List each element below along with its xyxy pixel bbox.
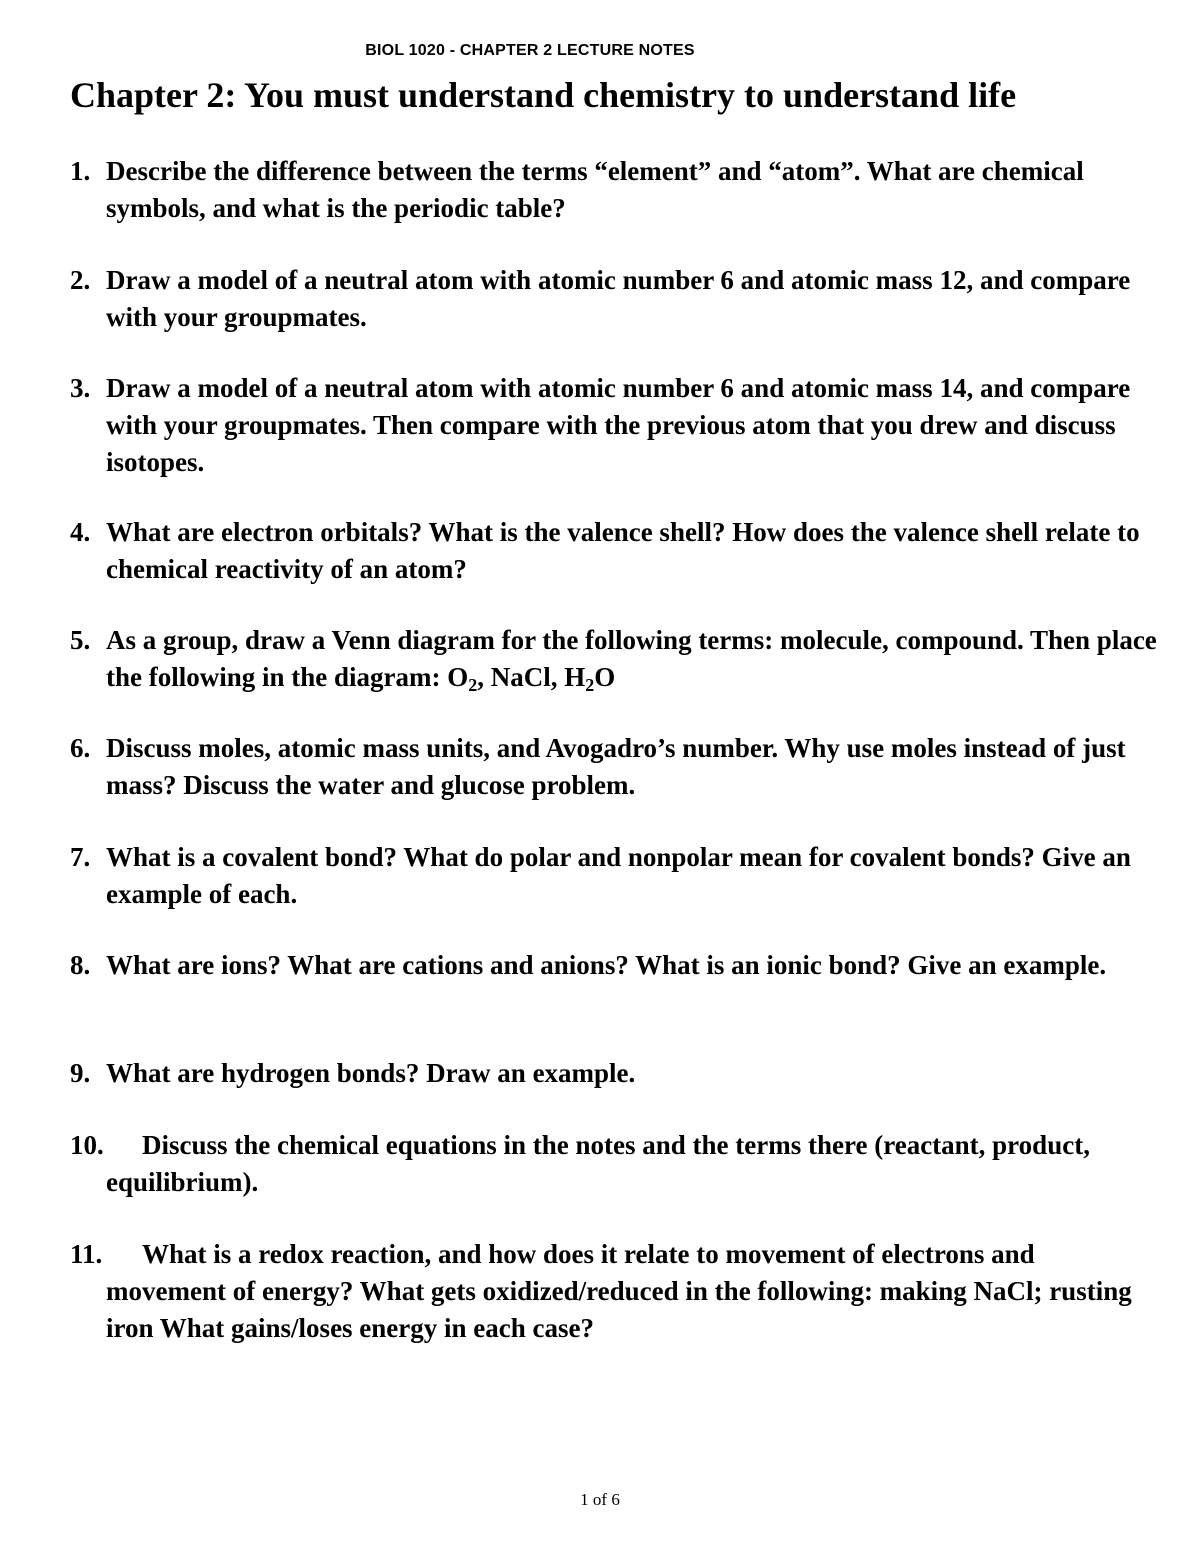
question-number: 3. bbox=[70, 373, 91, 403]
question-number: 5. bbox=[70, 625, 91, 655]
question-text: Discuss moles, atomic mass units, and Avogadro’s number. Why use moles instead of just mass? Discuss the water and glucose problem. bbox=[106, 733, 1126, 800]
question-2 bbox=[70, 262, 1160, 336]
question-number: 11. bbox=[70, 1239, 103, 1269]
question-text-part: O bbox=[594, 662, 616, 692]
question-number: 9. bbox=[70, 1058, 91, 1088]
question-text: What is a covalent bond? What do polar and nonpolar mean for covalent bonds? Give an example of each. bbox=[106, 842, 1131, 909]
question-number: 10. bbox=[70, 1130, 104, 1160]
question-text bbox=[70, 622, 1160, 696]
subscript: 2 bbox=[585, 675, 595, 695]
question-10 bbox=[70, 1127, 1160, 1201]
question-number: 1. bbox=[70, 156, 91, 186]
subscript: 2 bbox=[468, 675, 478, 695]
question-number: 6. bbox=[70, 733, 91, 763]
question-text-part: As a group, draw a Venn diagram for the following terms: molecule, compound. Then place the following in the diagram: O bbox=[106, 625, 1157, 692]
question-8 bbox=[70, 947, 1160, 984]
question-number: 2. bbox=[70, 265, 91, 295]
question-text-part: , NaCl, H bbox=[477, 662, 586, 692]
question-7 bbox=[70, 839, 1160, 913]
question-text: Describe the difference between the terms “element” and “atom”. What are chemical symbols, and what is the periodic table? bbox=[106, 156, 1084, 223]
question-5 bbox=[70, 622, 1160, 696]
page-number: 1 of 6 bbox=[580, 1490, 620, 1509]
question-1 bbox=[70, 153, 1160, 227]
question-text: What are hydrogen bonds? Draw an example. bbox=[106, 1058, 636, 1088]
running-header: BIOL 1020 - CHAPTER 2 LECTURE NOTES bbox=[365, 42, 695, 59]
question-text: What is a redox reaction, and how does it relate to movement of electrons and movement of energy? What gets oxidized/reduced in the following: making NaCl; rusting iron What gains/loses energy in each case? bbox=[106, 1239, 1132, 1343]
question-text: What are ions? What are cations and anions? What is an ionic bond? Give an example. bbox=[106, 950, 1107, 980]
question-number: 7. bbox=[70, 842, 91, 872]
question-6 bbox=[70, 730, 1160, 804]
question-9 bbox=[70, 1055, 1160, 1092]
question-3 bbox=[70, 370, 1160, 481]
chapter-title: Chapter 2: You must understand chemistry to understand life bbox=[70, 75, 1017, 115]
question-4 bbox=[70, 514, 1160, 588]
question-text: What are electron orbitals? What is the valence shell? How does the valence shell relate to chemical reactivity of an atom? bbox=[106, 517, 1140, 584]
question-text: Draw a model of a neutral atom with atomic number 6 and atomic mass 14, and compare with your groupmates. Then compare with the previous atom that you drew and discuss isotopes. bbox=[106, 373, 1131, 477]
question-11 bbox=[70, 1236, 1160, 1347]
question-text: Draw a model of a neutral atom with atomic number 6 and atomic mass 12, and compare with your groupmates. bbox=[106, 265, 1131, 332]
question-text: Discuss the chemical equations in the notes and the terms there (reactant, product, equilibrium). bbox=[106, 1130, 1090, 1197]
question-number: 8. bbox=[70, 950, 91, 980]
question-number: 4. bbox=[70, 517, 91, 547]
